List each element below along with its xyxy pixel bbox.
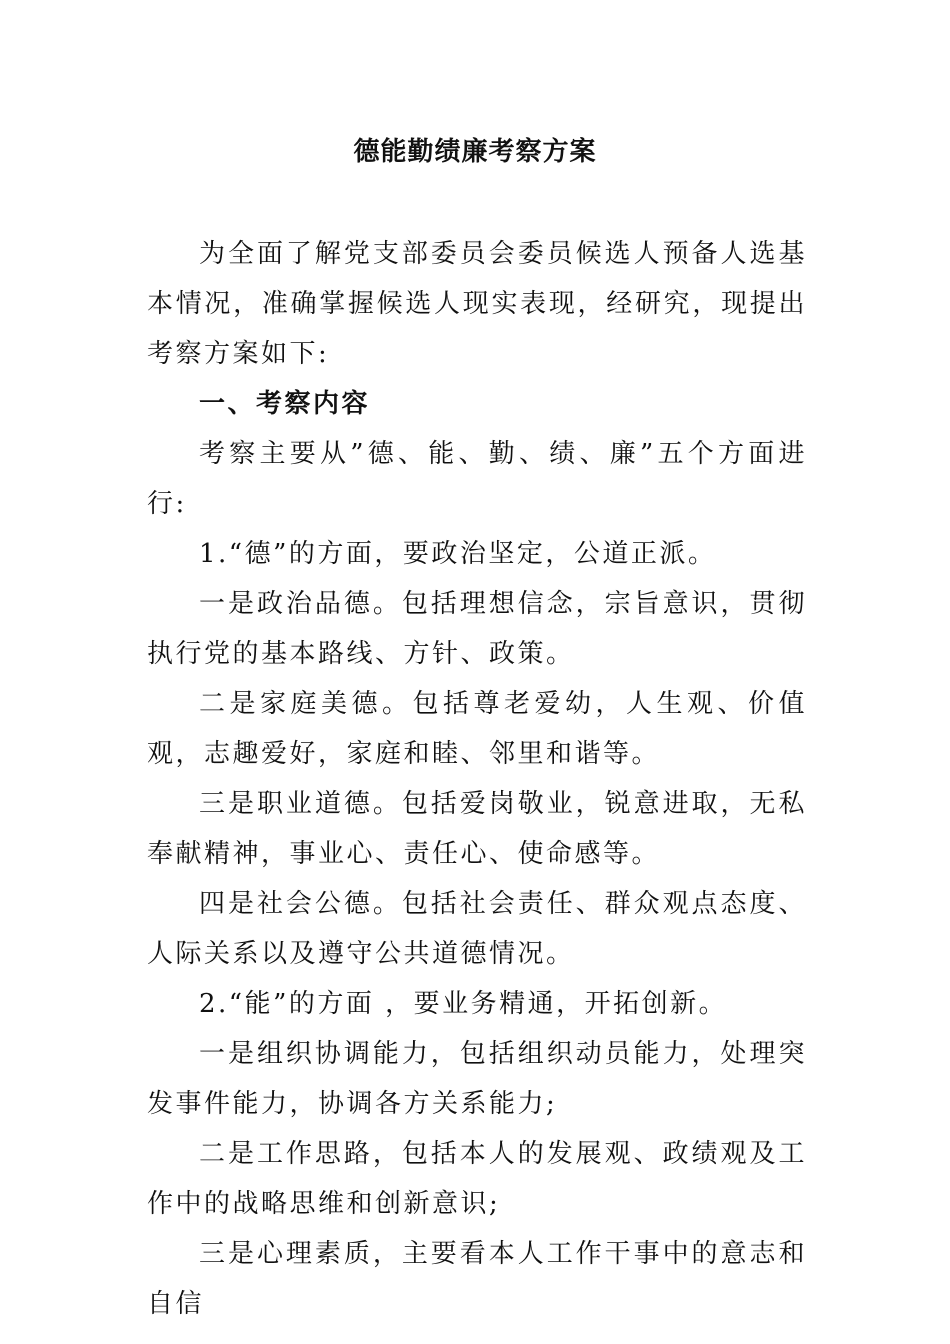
section-heading-content: 一、考察内容 bbox=[199, 389, 371, 419]
paragraph-professional-ethics: 三是职业道德。包括爱岗敬业，锐意进取，无私奉献精神，事业心、责任心、使命感等。 bbox=[147, 789, 807, 869]
paragraph-psychological-quality: 三是心理素质，主要看本人工作干事中的意志和自信 bbox=[147, 1239, 807, 1319]
paragraph-family-virtue: 二是家庭美德。包括尊老爱幼，人生观、价值观，志趣爱好，家庭和睦、邻里和谐等。 bbox=[147, 689, 807, 769]
paragraph-de-heading: 1.“德”的方面，要政治坚定，公道正派。 bbox=[199, 539, 717, 569]
paragraph-social-ethics: 四是社会公德。包括社会责任、群众观点态度、人际关系以及遵守公共道德情况。 bbox=[147, 889, 807, 969]
paragraph-aspects: 考察主要从”德、能、勤、绩、廉”五个方面进行: bbox=[147, 439, 807, 519]
paragraph-political-ethics: 一是政治品德。包括理想信念，宗旨意识，贯彻执行党的基本路线、方针、政策。 bbox=[147, 589, 807, 669]
paragraph-work-approach: 二是工作思路，包括本人的发展观、政绩观及工作中的战略思维和创新意识; bbox=[147, 1139, 807, 1219]
paragraph-coordination-ability: 一是组织协调能力，包括组织动员能力，处理突发事件能力，协调各方关系能力; bbox=[147, 1039, 807, 1119]
paragraph-neng-heading: 2.“能”的方面 ，要业务精通，开拓创新。 bbox=[199, 989, 728, 1019]
paragraph-intro: 为全面了解党支部委员会委员候选人预备人选基本情况，准确掌握候选人现实表现，经研究，现提出考察方案如下: bbox=[147, 239, 807, 369]
document-body bbox=[147, 229, 807, 1329]
document-title: 德能勤绩廉考察方案 bbox=[353, 137, 597, 167]
